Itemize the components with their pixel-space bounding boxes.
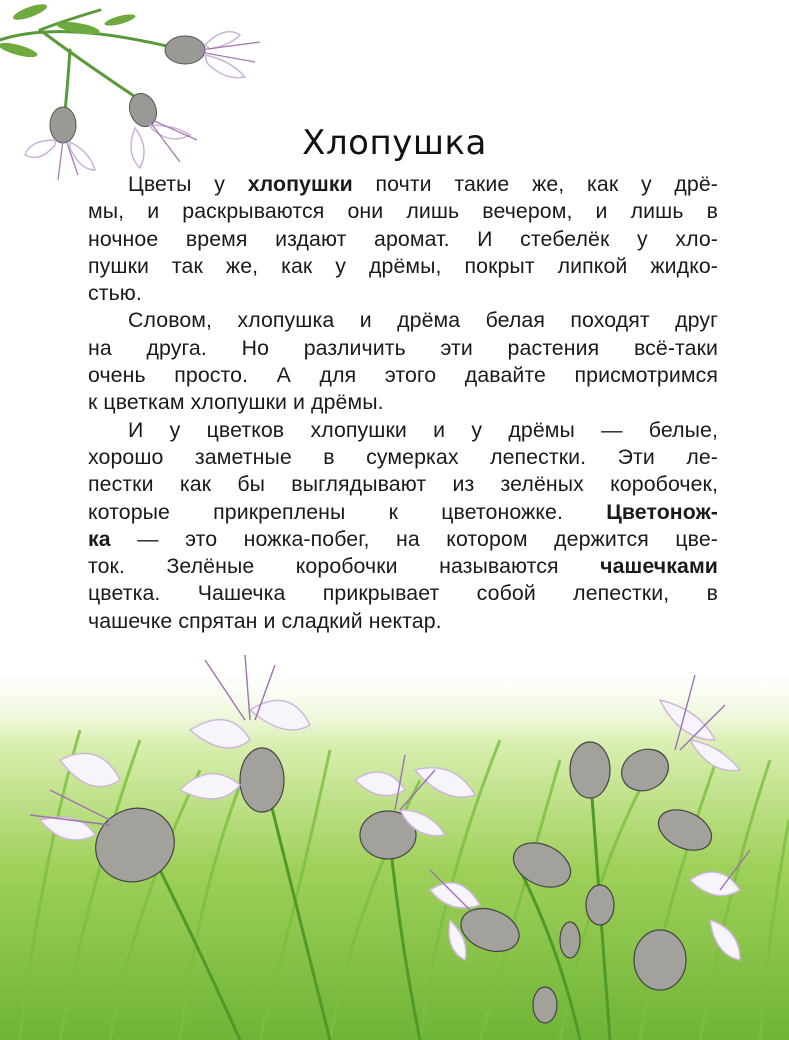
term-bold: хлопушки	[247, 172, 353, 196]
page-title: Хлопушка	[302, 122, 487, 163]
text-line	[88, 280, 718, 307]
text-line	[88, 198, 718, 225]
text-line	[88, 499, 718, 526]
text-segment: которые прикреплены к цветоножке.	[88, 499, 607, 524]
text-segment: хорошо заметные в сумерках лепестки. Эти ле-	[88, 444, 718, 469]
text-segment: мы, и раскрываются они лишь вечером, и лишь в	[88, 199, 718, 224]
text-segment: к цветкам хлопушки и дрёмы.	[88, 390, 384, 415]
term-bold: чашечками	[600, 554, 718, 579]
text-line	[88, 226, 718, 253]
text-line	[88, 362, 718, 389]
text-segment: почти такие же, как у дрё-	[352, 172, 718, 196]
text-line	[88, 389, 718, 416]
text-segment: на друга. Но различить эти растения всё-таки	[88, 335, 718, 360]
body-text	[88, 171, 718, 635]
text-segment: Цветы у	[128, 172, 248, 196]
text-line	[88, 253, 718, 280]
meadow-flowers-illustration	[0, 620, 789, 1040]
text-segment: стью.	[88, 281, 142, 306]
text-segment: пестки как бы выглядывают из зелёных коробочек,	[88, 472, 718, 497]
flower-branch-illustration	[0, 0, 300, 200]
text-segment: ток. Зелёные коробочки называются	[88, 554, 601, 579]
text-segment: ночное время издают аромат. И стебелёк у хло-	[88, 226, 718, 251]
text-segment: очень просто. А для этого давайте присмотримся	[88, 363, 718, 388]
text-line	[88, 526, 718, 553]
text-line	[88, 307, 718, 334]
text-segment: И у цветков хлопушки и у дрёмы — белые,	[128, 417, 718, 442]
text-segment: — это ножка-побег, на котором держится цве-	[110, 526, 718, 551]
text-line	[88, 335, 718, 362]
text-segment: пушки так же, как у дрёмы, покрыт липкой жидко-	[88, 253, 718, 278]
term-bold: Цветонож-	[606, 499, 718, 524]
text-segment: цветка. Чашечка прикрывает собой лепестки, в	[88, 581, 718, 606]
text-line	[88, 417, 718, 444]
text-line	[88, 580, 718, 607]
text-line	[88, 471, 718, 498]
text-segment: чашечке спрятан и сладкий нектар.	[88, 608, 442, 633]
text-line	[88, 171, 718, 198]
text-line	[88, 553, 718, 580]
term-bold: ка	[88, 526, 111, 551]
text-line	[88, 444, 718, 471]
text-segment: Словом, хлопушка и дрёма белая походят друг	[128, 308, 718, 333]
